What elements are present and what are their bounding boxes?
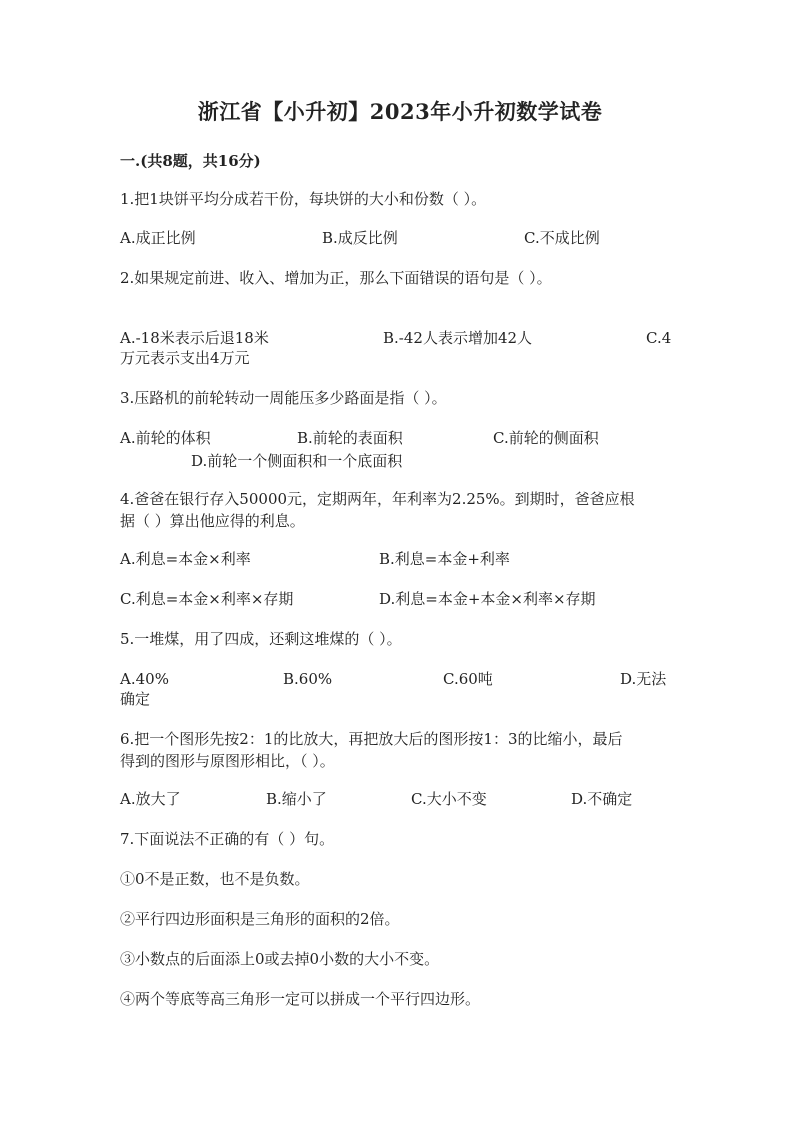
question-7-statement-4: ④两个等底等高三角形一定可以拼成一个平行四边形。 xyxy=(120,990,481,1008)
question-1-option-c: C.不成比例 xyxy=(524,229,600,247)
question-3-option-b: B.前轮的表面积 xyxy=(297,429,403,447)
question-4-option-c: C.利息=本金×利率×存期 xyxy=(120,590,294,608)
page-title: 浙江省【小升初】2023年小升初数学试卷 xyxy=(197,99,603,124)
question-1-text: 1.把1块饼平均分成若干份，每块饼的大小和份数（ ）。 xyxy=(120,190,487,208)
question-4-option-d: D.利息=本金+本金×利率×存期 xyxy=(379,590,596,608)
question-5-option-a: A.40% xyxy=(120,670,169,688)
question-2-option-c-cont: 万元表示支出4万元 xyxy=(120,349,250,367)
question-7-statement-2: ②平行四边形面积是三角形的面积的2倍。 xyxy=(120,910,400,928)
question-6-option-d: D.不确定 xyxy=(571,790,633,808)
question-6-option-a: A.放大了 xyxy=(120,790,181,808)
question-5-option-c: C.60吨 xyxy=(443,670,493,688)
question-6-option-c: C.大小不变 xyxy=(411,790,487,808)
question-2-option-c: C.4 xyxy=(646,329,672,347)
question-4-option-a: A.利息=本金×利率 xyxy=(120,550,251,568)
question-6-option-b: B.缩小了 xyxy=(266,790,327,808)
question-5-option-d: D.无法 xyxy=(620,670,667,688)
question-5-option-d-cont: 确定 xyxy=(120,690,151,708)
question-6-text-cont: 得到的图形与原图形相比，（ ）。 xyxy=(120,752,335,770)
question-3-option-c: C.前轮的侧面积 xyxy=(493,429,599,447)
question-5-text: 5.一堆煤，用了四成，还剩这堆煤的（ ）。 xyxy=(120,630,402,648)
question-3-option-d: D.前轮一个侧面积和一个底面积 xyxy=(191,452,403,470)
question-2-option-b: B.-42人表示增加42人 xyxy=(383,329,533,347)
question-4-text: 4.爸爸在银行存入50000元，定期两年，年利率为2.25%。到期时，爸爸应根 xyxy=(120,490,635,508)
question-4-text-cont: 据（ ）算出他应得的利息。 xyxy=(120,512,305,530)
question-7-text: 7.下面说法不正确的有（ ）句。 xyxy=(120,830,335,848)
question-7-statement-3: ③小数点的后面添上0或去掉0小数的大小不变。 xyxy=(120,950,440,968)
question-4-option-b: B.利息=本金+利率 xyxy=(379,550,510,568)
section-heading: 一.(共8题，共16分) xyxy=(120,152,261,170)
question-7-statement-1: ①0不是正数，也不是负数。 xyxy=(120,870,310,888)
question-2-text: 2.如果规定前进、收入、增加为正，那么下面错误的语句是（ ）。 xyxy=(120,269,552,287)
question-1-option-b: B.成反比例 xyxy=(322,229,398,247)
question-6-text: 6.把一个图形先按2：1的比放大，再把放大后的图形按1：3的比缩小，最后 xyxy=(120,730,623,748)
question-2-option-a: A.-18米表示后退18米 xyxy=(120,329,269,347)
question-3-option-a: A.前轮的体积 xyxy=(120,429,211,447)
question-5-option-b: B.60% xyxy=(283,670,333,688)
question-1-option-a: A.成正比例 xyxy=(120,229,196,247)
question-3-text: 3.压路机的前轮转动一周能压多少路面是指（ ）。 xyxy=(120,389,447,407)
